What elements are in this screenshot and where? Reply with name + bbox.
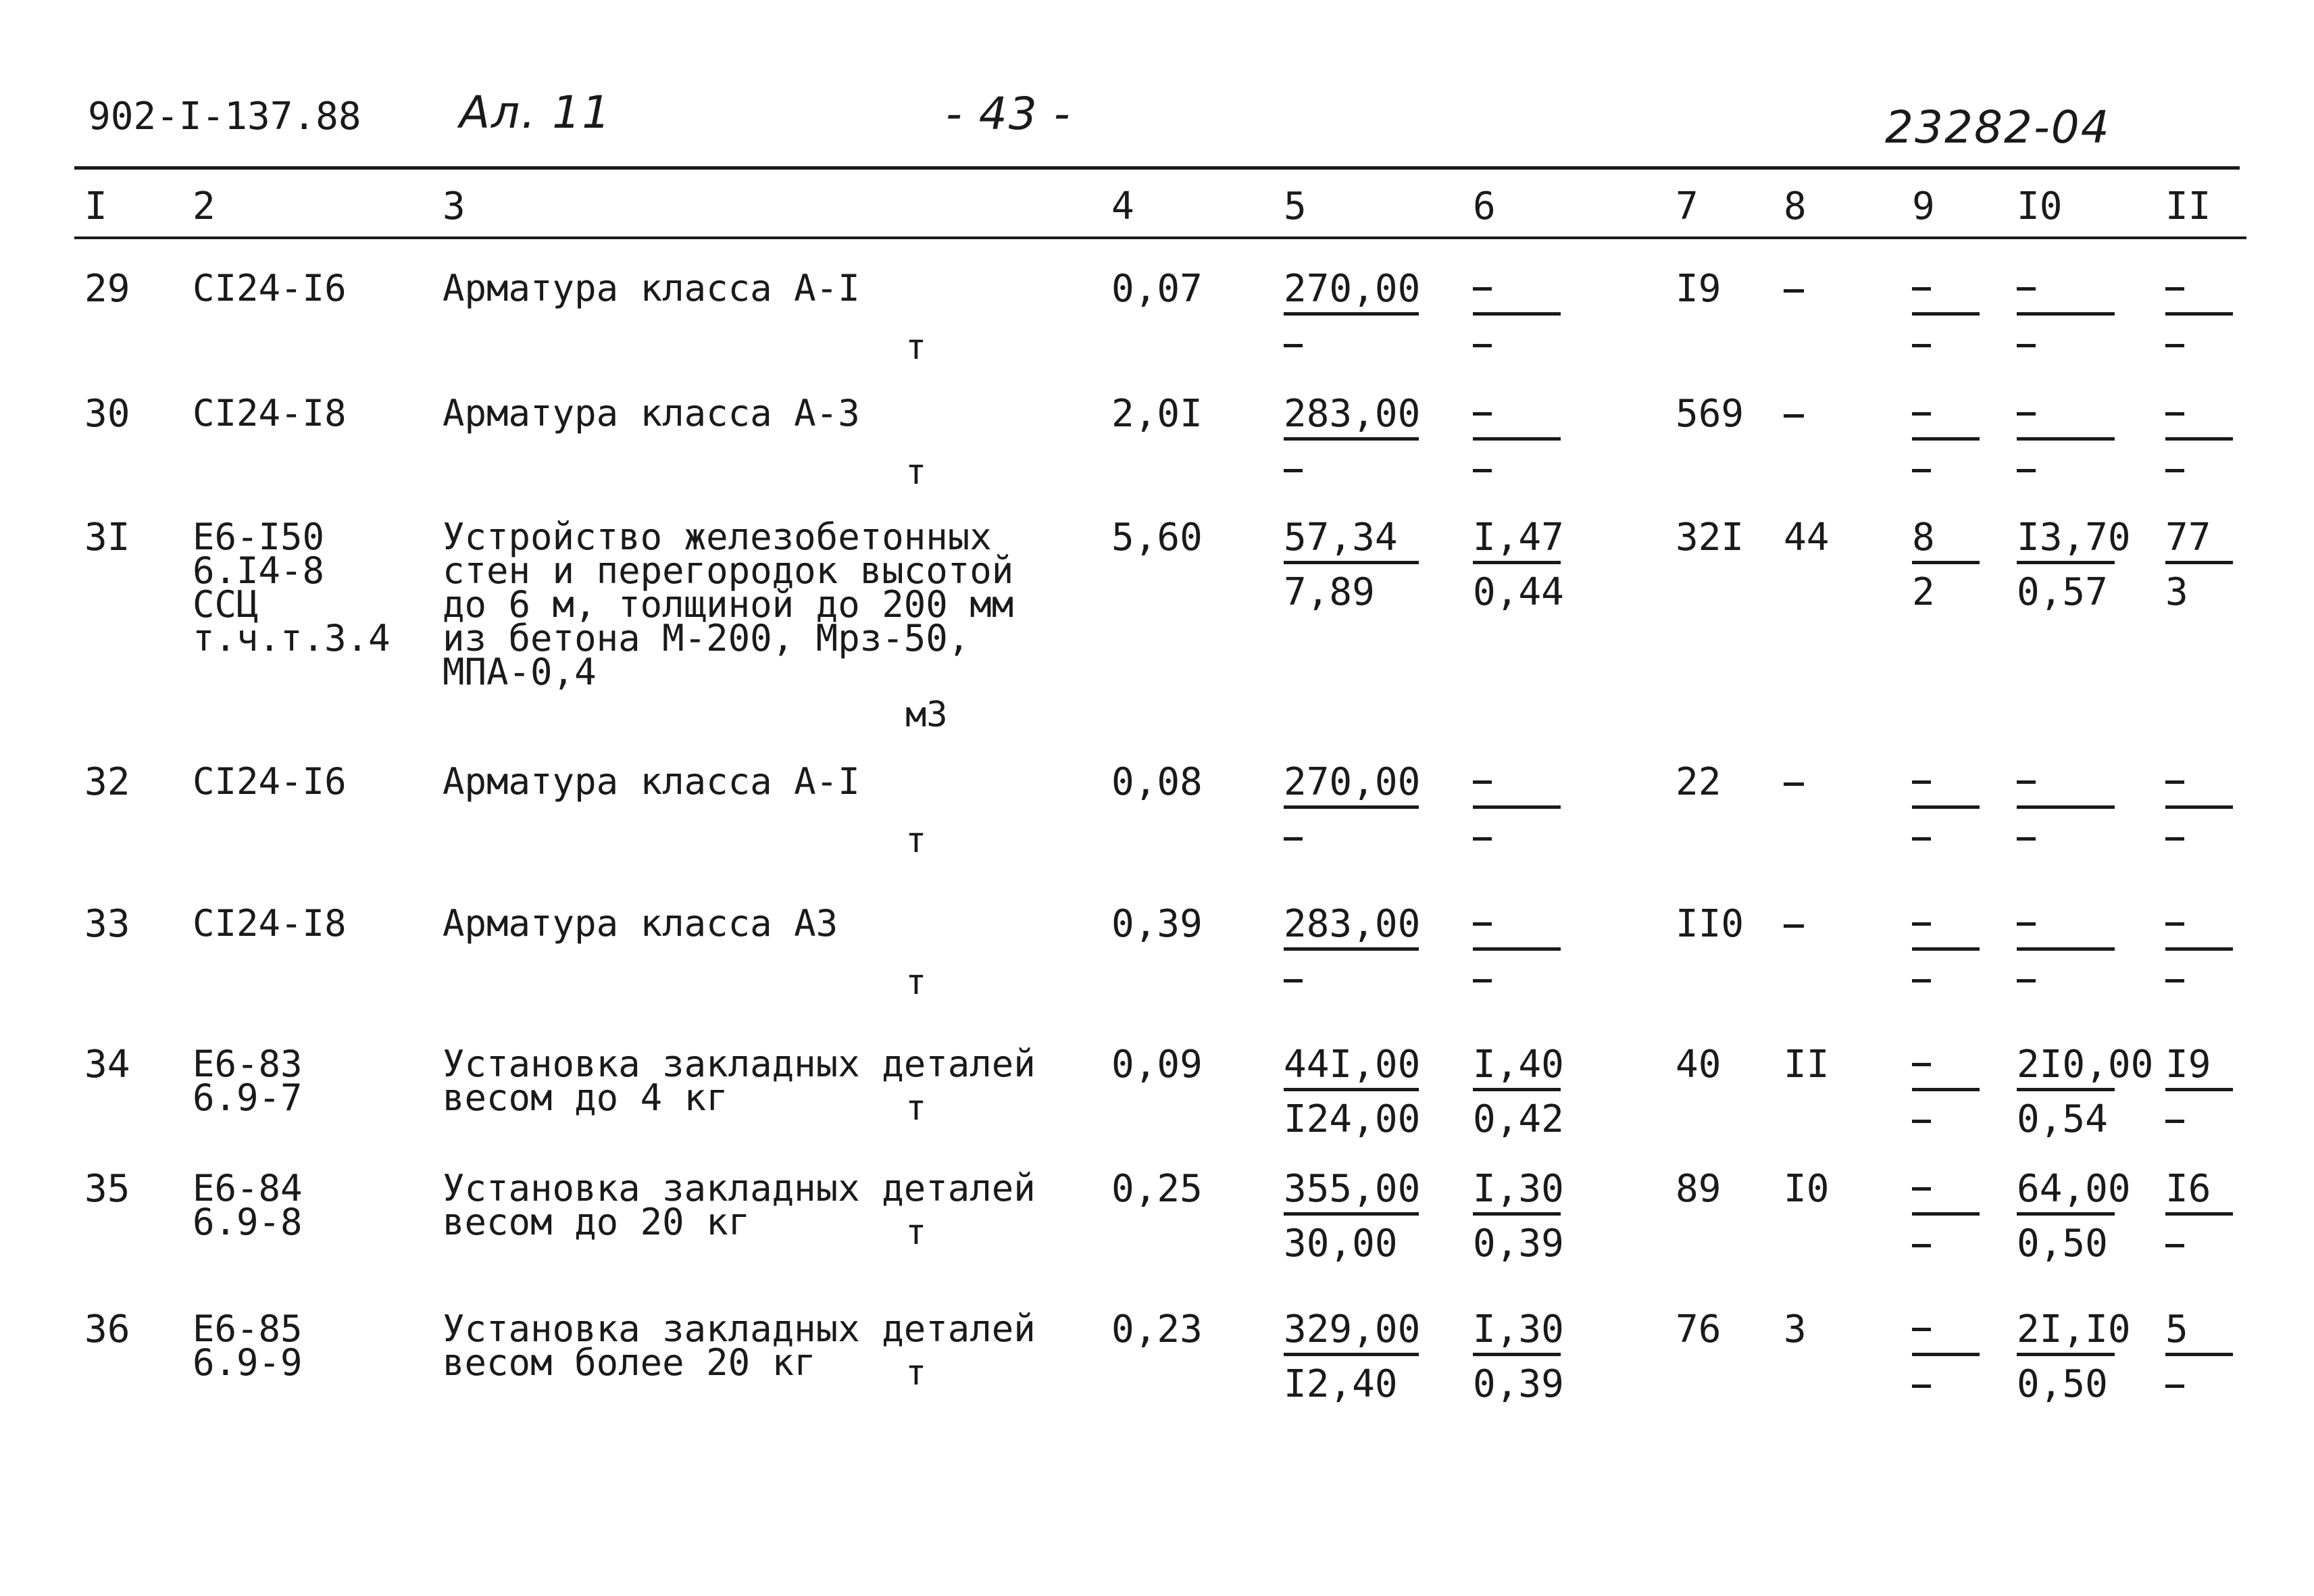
cell-col9-numerator [1912,764,1980,809]
cell-col9-denominator [1912,1366,1980,1403]
row-number: 32 [84,760,130,804]
cell-col11-numerator: I9 [2165,1046,2233,1091]
unit-of-measure: т [905,1212,927,1253]
cell-col10-denominator [2017,325,2115,363]
cell-col11-denominator [2165,325,2233,363]
column-header-9: 9 [1912,184,1935,228]
cell-col7: 32I [1676,516,1744,559]
row-number: 29 [84,267,130,311]
quantity: 0,25 [1111,1167,1203,1211]
cell-col6-numerator: I,47 [1473,519,1561,564]
cell-col10-numerator: 64,00 [2017,1170,2115,1216]
cell-col9-numerator [1912,395,1980,441]
dash-mark [2017,837,2036,841]
dash-mark [2017,344,2036,347]
work-description: Установка закладных деталей весом до 4 кг [443,1043,1036,1119]
dash-mark [2165,469,2184,472]
dash-mark [2017,469,2036,472]
cell-col11 [2165,1307,2233,1403]
cell-col5-denominator [1284,818,1419,856]
dash-mark [1912,287,1931,291]
dash-mark [1912,922,1931,926]
cell-col5-numerator: 329,00 [1284,1311,1419,1356]
column-header-5: 5 [1284,184,1307,228]
quantity: 0,23 [1111,1307,1203,1351]
cell-col9-denominator [1912,818,1980,856]
work-description: Установка закладных деталей весом до 20 кг [443,1167,1036,1243]
cell-col10-numerator [2017,270,2115,316]
cell-col5-numerator: 283,00 [1284,905,1419,951]
cell-col10-numerator: I3,70 [2017,519,2115,564]
cell-col6-numerator [1473,905,1561,951]
cell-col7: 569 [1676,392,1744,436]
cell-col10 [2017,1167,2131,1266]
row-number: 36 [84,1307,130,1351]
dash-mark [1473,837,1492,841]
cell-col9-numerator [1912,1311,1980,1356]
unit-of-measure: т [905,962,927,1003]
cell-col7: 22 [1676,760,1721,804]
dash-mark [2017,922,2036,926]
dash-mark [1912,1187,1931,1191]
rate-code: Е6-85 6.9-9 [193,1307,303,1384]
cell-col8-dash [1784,289,1804,293]
cell-col5-denominator: 7,89 [1284,570,1375,614]
quantity: 2,0I [1111,392,1203,436]
cell-col10-numerator: 2I,I0 [2017,1311,2115,1356]
dash-mark [1473,412,1492,416]
dash-mark [1284,837,1303,841]
column-header-2: 2 [193,184,216,228]
dash-mark [2165,1385,2184,1388]
dash-mark [2017,979,2036,982]
dash-mark [1912,1328,1931,1331]
cell-col10 [2017,516,2131,614]
cell-col7: I9 [1676,267,1721,311]
rate-code: CI24-I6 [193,267,347,309]
dash-mark [1912,1385,1931,1388]
quantity: 0,39 [1111,902,1203,946]
column-header-7: 7 [1676,184,1699,228]
rate-code: Е6-84 6.9-8 [193,1167,303,1243]
cell-col10-numerator [2017,764,2115,809]
reference-number: 23282-04 [1885,101,2111,153]
cell-col5-denominator: I2,40 [1284,1362,1398,1406]
cell-col5 [1284,1307,1421,1406]
cell-col6-denominator [1473,450,1561,488]
cell-col7: II0 [1676,902,1744,946]
work-description: Арматура класса А-3 [443,392,860,434]
dash-mark [2165,1244,2184,1247]
header-bottom-rule [74,236,2246,239]
cell-col9 [1912,395,1980,488]
cell-col9-denominator [1912,325,1980,363]
sheet-label: Ал. 11 [459,86,612,139]
cell-col11-numerator [2165,270,2233,316]
cell-col6-denominator: 0,39 [1473,1222,1564,1266]
cell-col5 [1284,392,1421,488]
unit-of-measure: т [905,1353,927,1393]
cell-col11 [2165,270,2233,363]
cell-col6-numerator: I,30 [1473,1170,1561,1216]
cell-col9-denominator [1912,450,1980,488]
column-header-8: 8 [1784,184,1807,228]
dash-mark [1473,780,1492,784]
cell-col9 [1912,905,1980,998]
dash-mark [1912,780,1931,784]
cell-col11-denominator [2165,1225,2233,1263]
dash-mark [1473,287,1492,291]
cell-col11-denominator [2165,450,2233,488]
cell-col6 [1473,905,1561,998]
cell-col5-denominator [1284,325,1419,363]
cell-col6-numerator [1473,764,1561,809]
cell-col6 [1473,1307,1564,1406]
cell-col11-denominator [2165,818,2233,856]
cell-col6-numerator [1473,270,1561,316]
cell-col7: 89 [1676,1167,1721,1211]
dash-mark [1284,344,1303,347]
cell-col6 [1473,270,1561,363]
cell-col8-dash [1784,414,1804,418]
cell-col5-denominator: 30,00 [1284,1222,1398,1266]
cell-col6-denominator: 0,39 [1473,1362,1564,1406]
cell-col10-denominator: 0,50 [2017,1222,2108,1266]
cell-col11 [2165,764,2233,856]
page-number: - 43 - [946,88,1072,140]
cell-col5-numerator: 270,00 [1284,764,1419,809]
cell-col10-denominator [2017,450,2115,488]
rate-code: Е6-83 6.9-7 [193,1043,303,1119]
dash-mark [1284,979,1303,982]
cell-col10-numerator: 2I0,00 [2017,1046,2115,1091]
cell-col5 [1284,267,1421,363]
row-number: 35 [84,1167,130,1211]
rate-code: CI24-I8 [193,392,347,434]
unit-of-measure: т [905,820,927,861]
dash-mark [1473,979,1492,982]
cell-col9-denominator [1912,1225,1980,1263]
cell-col5-numerator: 44I,00 [1284,1046,1419,1091]
cell-col8: I0 [1784,1167,1830,1211]
cell-col10-numerator [2017,395,2115,441]
dash-mark [1284,469,1303,472]
cell-col9-numerator [1912,270,1980,316]
cell-col5 [1284,760,1421,856]
cell-col6-denominator: 0,44 [1473,570,1564,614]
cell-col5-numerator: 270,00 [1284,270,1419,316]
cell-col11-denominator [2165,1366,2233,1403]
dash-mark [2017,287,2036,291]
cell-col6-denominator [1473,818,1561,856]
cell-col5 [1284,1043,1421,1141]
cell-col6-denominator [1473,325,1561,363]
dash-mark [2165,780,2184,784]
cell-col11 [2165,1043,2233,1139]
unit-of-measure: м3 [905,695,948,735]
cell-col11-numerator: I6 [2165,1170,2233,1216]
cell-col5 [1284,516,1419,614]
cell-col10 [2017,764,2115,856]
dash-mark [2165,979,2184,982]
cell-col11-numerator [2165,395,2233,441]
rate-code: CI24-I8 [193,902,347,945]
quantity: 0,08 [1111,760,1203,804]
cell-col10-denominator [2017,960,2115,998]
rate-code: Е6-I50 6.I4-8 ССЦ т.ч.т.3.4 [193,516,391,659]
quantity: 5,60 [1111,516,1203,559]
cell-col5-numerator: 57,34 [1284,519,1419,564]
dash-mark [1912,837,1931,841]
cell-col9-numerator [1912,1046,1980,1091]
dash-mark [1912,412,1931,416]
cell-col5 [1284,1167,1421,1266]
cell-col10 [2017,395,2115,488]
dash-mark [1912,344,1931,347]
dash-mark [1912,1063,1931,1066]
cell-col9-numerator [1912,1170,1980,1216]
row-number: 34 [84,1043,130,1087]
dash-mark [1912,979,1931,982]
cell-col8: 44 [1784,516,1830,559]
dash-mark [1473,344,1492,347]
cell-col9-numerator [1912,905,1980,951]
work-description: Устройство железобетонных стен и перегородок высотой до 6 м, толщиной до 200 мм из бетона М-200, Мрз-50, МПА-0,4 [443,516,1014,693]
rate-code: CI24-I6 [193,760,347,803]
cell-col9-numerator: 8 [1912,519,1980,564]
unit-of-measure: т [905,452,927,493]
cell-col8-dash [1784,782,1804,786]
dash-mark [2165,922,2184,926]
cell-col9-denominator [1912,960,1980,998]
cell-col8: II [1784,1043,1830,1087]
cell-col10-denominator: 0,57 [2017,570,2108,614]
cell-col8-dash [1784,924,1804,928]
cell-col11-numerator [2165,905,2233,951]
cell-col11-numerator: 5 [2165,1311,2233,1356]
quantity: 0,07 [1111,267,1203,311]
cell-col10-denominator [2017,818,2115,856]
cell-col6 [1473,1043,1564,1141]
cell-col9-denominator [1912,1101,1980,1139]
row-number: 33 [84,902,130,946]
work-description: Арматура класса А-I [443,267,860,309]
column-header-4: 4 [1111,184,1134,228]
dash-mark [1912,469,1931,472]
cell-col8: 3 [1784,1307,1807,1351]
cell-col6-numerator: I,30 [1473,1311,1561,1356]
dash-mark [2017,780,2036,784]
cell-col5-denominator [1284,450,1419,488]
cell-col11-numerator: 77 [2165,519,2233,564]
cell-col11 [2165,905,2233,998]
work-description: Установка закладных деталей весом более 20 кг [443,1307,1036,1384]
cell-col6-denominator [1473,960,1561,998]
dash-mark [2165,837,2184,841]
cell-col10-numerator [2017,905,2115,951]
cell-col11-denominator [2165,960,2233,998]
cell-col11-denominator [2165,1101,2233,1139]
cell-col9-denominator: 2 [1912,570,1935,614]
work-description: Арматура класса А3 [443,902,838,945]
cell-col6 [1473,516,1564,614]
cell-col10-denominator: 0,50 [2017,1362,2108,1406]
dash-mark [1912,1120,1931,1123]
cell-col5-numerator: 283,00 [1284,395,1419,441]
quantity: 0,09 [1111,1043,1203,1087]
cell-col9 [1912,1311,1980,1403]
cell-col10 [2017,1043,2154,1141]
dash-mark [2017,412,2036,416]
cell-col11 [2165,395,2233,488]
cell-col7: 76 [1676,1307,1721,1351]
dash-mark [2165,412,2184,416]
column-header-11: II [2165,184,2211,228]
work-description: Арматура класса А-I [443,760,860,803]
cell-col10 [2017,905,2115,998]
cell-col11-denominator: 3 [2165,570,2188,614]
row-number: 3I [84,516,130,559]
column-header-1: I [84,184,107,228]
cell-col9 [1912,270,1980,363]
cell-col6-numerator: I,40 [1473,1046,1561,1091]
cell-col10 [2017,270,2115,363]
cell-col9 [1912,1046,1980,1139]
cell-col7: 40 [1676,1043,1721,1087]
cell-col6 [1473,395,1561,488]
unit-of-measure: т [905,327,927,368]
cell-col5-numerator: 355,00 [1284,1170,1419,1216]
cell-col10 [2017,1307,2131,1406]
header-top-rule [74,166,2240,170]
cell-col6 [1473,764,1561,856]
cell-col11 [2165,516,2233,614]
row-number: 30 [84,392,130,436]
dash-mark [1912,1244,1931,1247]
cell-col5-denominator: I24,00 [1284,1097,1421,1141]
unit-of-measure: т [905,1088,927,1128]
cell-col6-numerator [1473,395,1561,441]
dash-mark [2165,287,2184,291]
cell-col9 [1912,1170,1980,1263]
cell-col9 [1912,516,1980,614]
cell-col9 [1912,764,1980,856]
cell-col11 [2165,1167,2233,1263]
column-header-6: 6 [1473,184,1496,228]
cell-col5 [1284,902,1421,998]
dash-mark [2165,1120,2184,1123]
column-header-10: I0 [2017,184,2063,228]
cell-col11-numerator [2165,764,2233,809]
cell-col5-denominator [1284,960,1419,998]
cell-col6 [1473,1167,1564,1266]
dash-mark [2165,344,2184,347]
dash-mark [1473,922,1492,926]
column-header-3: 3 [443,184,466,228]
dash-mark [1473,469,1492,472]
cell-col10-denominator: 0,54 [2017,1097,2108,1141]
cell-col6-denominator: 0,42 [1473,1097,1564,1141]
document-code: 902-I-137.88 [88,95,361,139]
